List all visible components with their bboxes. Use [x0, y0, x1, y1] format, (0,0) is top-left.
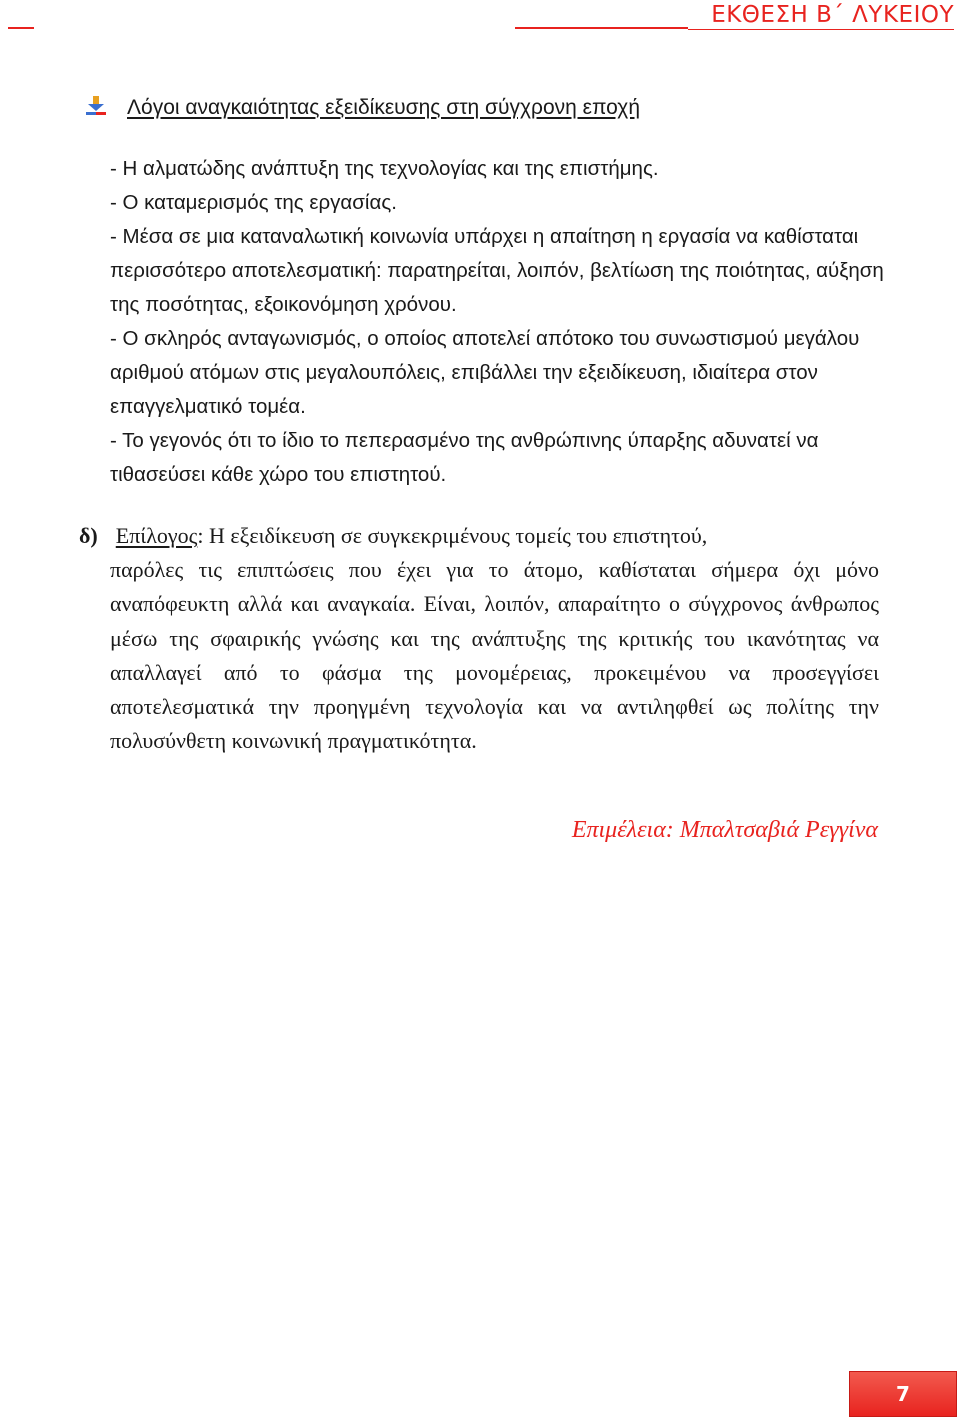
- header-rule-middle: [515, 27, 688, 29]
- list-item: - Μέσα σε μια καταναλωτική κοινωνία υπάρχει η απαίτηση η εργασία να καθίσταται περισσότερο αποτελεσματική: παρατηρείται, λοιπόν, βελτίωση της ποιότητας, αύξηση της ποσότητας, εξοικονόμηση χρόνου.: [110, 225, 884, 316]
- conclusion-text-rest: παρόλες τις επιπτώσεις που έχει για το άτομο, καθίσταται σήμερα όχι μόνο αναπόφευκτη αλλά και αναγκαία. Είναι, λοιπόν, απαραίτητο ο σύγχρονος άνθρωπος μέσω της σφαιρικής γνώσης και της ανάπτυξης της κριτικής του ικανότητας να απαλλαγεί από το φάσμα της μονομέρειας, προκειμένου να προσεγγίσει αποτελεσματικά την προηγμένη τεχνολογία και να αντιληφθεί ως πολίτης την πολυσύνθετη κοινωνική πραγματικότητα.: [110, 557, 879, 754]
- conclusion-label: δ): [79, 523, 98, 548]
- list-item: - Η αλματώδης ανάπτυξη της τεχνολογίας και της επιστήμης.: [110, 157, 659, 180]
- header-title: ΕΚΘΕΣΗ Β΄ ΛΥΚΕΙΟΥ: [711, 2, 954, 28]
- list-item: - Ο σκληρός ανταγωνισμός, ο οποίος αποτελεί απότοκο του συνωστισμού μεγάλου αριθμού ατόμων στις μεγαλουπόλεις, επιβάλλει την εξειδίκευση, ιδιαίτερα στον επαγγελματικό τομέα.: [110, 327, 860, 418]
- conclusion-title: Επίλογος: [115, 523, 198, 548]
- section-heading-text: Λόγοι αναγκαιότητας εξειδίκευσης στη σύγχρονη εποχή: [127, 96, 641, 119]
- page-number: 7: [896, 1382, 910, 1406]
- conclusion-paragraph: [79, 519, 879, 758]
- author-signature: Επιμέλεια: Μπαλτσαβιά Ρεγγίνα: [571, 817, 878, 843]
- section-heading: [85, 96, 640, 120]
- reasons-list: [110, 152, 910, 492]
- header-rule-right: [688, 29, 954, 30]
- page-number-box: [849, 1371, 957, 1417]
- conclusion-first-line: [79, 519, 879, 553]
- list-item: - Το γεγονός ότι το ίδιο το πεπερασμένο της ανθρώπινης ύπαρξης αδυνατεί να τιθασεύσει κάθε χώρο του επιστητού.: [110, 429, 819, 486]
- header-rule-left: [8, 27, 34, 29]
- bullet-arrow-icon: [85, 95, 107, 117]
- conclusion-text-first: : Η εξειδίκευση σε συγκεκριμένους τομείς του επιστητού,: [197, 523, 708, 548]
- list-item: - Ο καταμερισμός της εργασίας.: [110, 191, 397, 214]
